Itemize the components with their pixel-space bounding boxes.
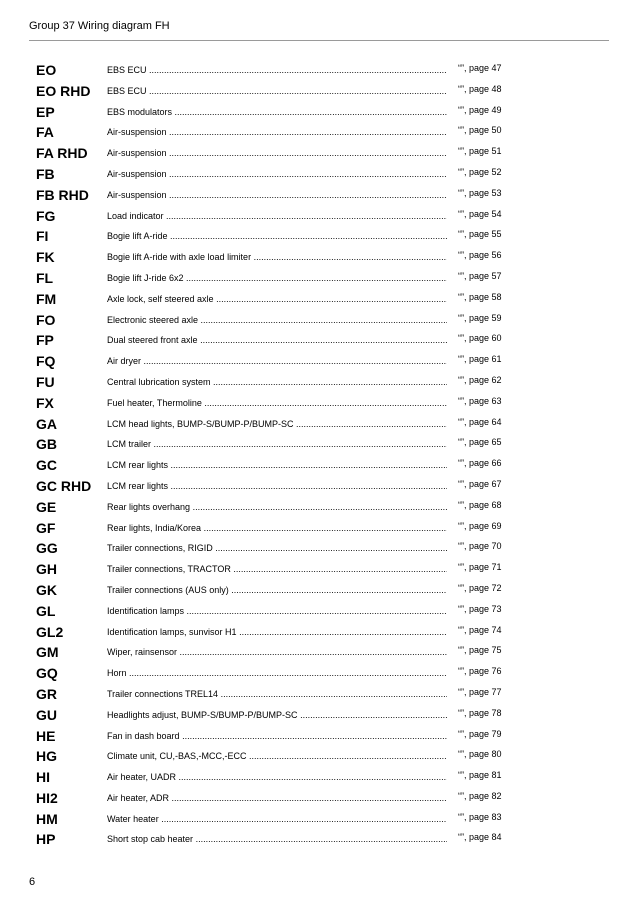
page-reference: “”, page 74: [458, 624, 502, 635]
diagram-description: Headlights adjust, BUMP-S/BUMP-P/BUMP-SC .....: [107, 710, 447, 720]
page-reference: “”, page 51: [458, 146, 502, 157]
page-reference: “”, page 80: [458, 749, 502, 760]
list-item: [0, 727, 638, 748]
diagram-description: Trailer connections, RIGID .....: [107, 543, 447, 553]
diagram-description: LCM rear lights .....: [107, 481, 447, 491]
page-reference: “”, page 48: [458, 83, 502, 94]
diagram-code: FK: [36, 249, 55, 266]
diagram-code: FB RHD: [36, 186, 89, 203]
page-reference: “”, page 83: [458, 811, 502, 822]
list-item: [0, 415, 638, 436]
list-item: [0, 810, 638, 831]
diagram-code: GM: [36, 644, 59, 661]
diagram-description: EBS modulators .....: [107, 107, 447, 117]
diagram-code: FO: [36, 311, 56, 328]
diagram-code: GL2: [36, 623, 64, 640]
list-item: [0, 311, 638, 332]
diagram-code: EO RHD: [36, 82, 91, 99]
page-reference: “”, page 77: [458, 686, 502, 697]
diagram-code: GL: [36, 602, 56, 619]
list-item: [0, 331, 638, 352]
diagram-description: Air-suspension .....: [107, 169, 447, 179]
list-item: [0, 747, 638, 768]
page-reference: “”, page 52: [458, 166, 502, 177]
diagram-code: FB: [36, 165, 55, 182]
diagram-code: HE: [36, 727, 56, 744]
list-item: [0, 269, 638, 290]
diagram-index-list: [0, 61, 638, 851]
diagram-code: GB: [36, 436, 57, 453]
diagram-code: GC RHD: [36, 477, 92, 494]
diagram-code: FA RHD: [36, 145, 88, 162]
diagram-code: FM: [36, 290, 57, 307]
diagram-description: Fan in dash board .....: [107, 731, 447, 741]
page-reference: “”, page 64: [458, 416, 502, 427]
diagram-description: Electronic steered axle .....: [107, 315, 447, 325]
diagram-code: FG: [36, 207, 56, 224]
page-reference: “”, page 53: [458, 187, 502, 198]
diagram-code: GQ: [36, 665, 58, 682]
diagram-description: Rear lights, India/Korea .....: [107, 523, 447, 533]
diagram-description: Air heater, UADR .....: [107, 772, 447, 782]
page-reference: “”, page 54: [458, 208, 502, 219]
list-item: [0, 830, 638, 851]
diagram-description: Axle lock, self steered axle .....: [107, 294, 447, 304]
list-item: [0, 706, 638, 727]
diagram-description: LCM head lights, BUMP-S/BUMP-P/BUMP-SC .....: [107, 419, 447, 429]
diagram-code: FP: [36, 332, 54, 349]
diagram-description: Trailer connections (AUS only) .....: [107, 585, 447, 595]
page-reference: “”, page 67: [458, 478, 502, 489]
diagram-description: Central lubrication system .....: [107, 377, 447, 387]
page-reference: “”, page 57: [458, 270, 502, 281]
page-reference: “”, page 55: [458, 229, 502, 240]
diagram-code: GU: [36, 706, 57, 723]
list-item: [0, 103, 638, 124]
page-reference: “”, page 50: [458, 125, 502, 136]
diagram-code: FU: [36, 373, 55, 390]
diagram-description: EBS ECU .....: [107, 86, 447, 96]
page-reference: “”, page 72: [458, 582, 502, 593]
diagram-description: Air dryer .....: [107, 356, 447, 366]
diagram-description: Identification lamps, sunvisor H1 .....: [107, 627, 447, 637]
diagram-description: Air heater, ADR .....: [107, 793, 447, 803]
diagram-code: HI: [36, 769, 50, 786]
list-item: [0, 207, 638, 228]
page-reference: “”, page 68: [458, 499, 502, 510]
list-item: [0, 685, 638, 706]
page-reference: “”, page 65: [458, 437, 502, 448]
diagram-code: FX: [36, 394, 54, 411]
diagram-code: FA: [36, 124, 54, 141]
page-reference: “”, page 82: [458, 790, 502, 801]
page-number: 6: [29, 876, 36, 888]
list-item: [0, 623, 638, 644]
diagram-description: Climate unit, CU,-BAS,-MCC,-ECC .....: [107, 751, 447, 761]
list-item: [0, 61, 638, 82]
list-item: [0, 82, 638, 103]
list-item: [0, 227, 638, 248]
diagram-code: GF: [36, 519, 56, 536]
list-item: [0, 352, 638, 373]
page-reference: “”, page 73: [458, 603, 502, 614]
diagram-description: Fuel heater, Thermoline .....: [107, 398, 447, 408]
diagram-description: Trailer connections TREL14 .....: [107, 689, 447, 699]
diagram-description: Rear lights overhang .....: [107, 502, 447, 512]
page-reference: “”, page 66: [458, 458, 502, 469]
list-item: [0, 477, 638, 498]
list-item: [0, 560, 638, 581]
diagram-description: Identification lamps .....: [107, 606, 447, 616]
diagram-description: Air-suspension .....: [107, 190, 447, 200]
page-reference: “”, page 84: [458, 832, 502, 843]
diagram-code: HG: [36, 748, 57, 765]
page-reference: “”, page 81: [458, 770, 502, 781]
diagram-code: GK: [36, 581, 57, 598]
diagram-description: LCM rear lights .....: [107, 460, 447, 470]
page-reference: “”, page 79: [458, 728, 502, 739]
list-item: [0, 248, 638, 269]
diagram-description: Air-suspension .....: [107, 127, 447, 137]
diagram-code: HP: [36, 831, 56, 848]
page-reference: “”, page 61: [458, 354, 502, 365]
page-reference: “”, page 69: [458, 520, 502, 531]
list-item: [0, 498, 638, 519]
list-item: [0, 435, 638, 456]
list-item: [0, 290, 638, 311]
diagram-description: Wiper, rainsensor .....: [107, 647, 447, 657]
diagram-code: GE: [36, 498, 57, 515]
list-item: [0, 394, 638, 415]
page-header-title: Group 37 Wiring diagram FH: [29, 20, 170, 32]
list-item: [0, 539, 638, 560]
diagram-description: Bogie lift J-ride 6x2 .....: [107, 273, 447, 283]
page-reference: “”, page 70: [458, 541, 502, 552]
list-item: [0, 581, 638, 602]
diagram-description: Short stop cab heater .....: [107, 834, 447, 844]
page-reference: “”, page 62: [458, 374, 502, 385]
diagram-code: FI: [36, 228, 49, 245]
page-reference: “”, page 60: [458, 333, 502, 344]
page-reference: “”, page 76: [458, 666, 502, 677]
header-divider: [29, 40, 609, 41]
diagram-code: GG: [36, 540, 58, 557]
diagram-description: Bogie lift A-ride .....: [107, 231, 447, 241]
diagram-code: EO: [36, 62, 57, 78]
diagram-description: Dual steered front axle .....: [107, 335, 447, 345]
page-reference: “”, page 59: [458, 312, 502, 323]
diagram-description: Horn .....: [107, 668, 447, 678]
diagram-code: FL: [36, 269, 54, 286]
page-reference: “”, page 71: [458, 562, 502, 573]
diagram-code: GR: [36, 685, 57, 702]
diagram-code: GC: [36, 457, 57, 474]
diagram-code: GH: [36, 561, 57, 578]
page-reference: “”, page 78: [458, 707, 502, 718]
list-item: [0, 602, 638, 623]
diagram-description: Trailer connections, TRACTOR .....: [107, 564, 447, 574]
diagram-code: HI2: [36, 789, 58, 806]
diagram-description: Water heater .....: [107, 814, 447, 824]
list-item: [0, 144, 638, 165]
page-reference: “”, page 47: [458, 63, 502, 73]
page-reference: “”, page 63: [458, 395, 502, 406]
list-item: [0, 664, 638, 685]
page-reference: “”, page 49: [458, 104, 502, 115]
list-item: [0, 373, 638, 394]
list-item: [0, 789, 638, 810]
list-item: [0, 186, 638, 207]
diagram-code: FQ: [36, 353, 56, 370]
diagram-description: Air-suspension .....: [107, 148, 447, 158]
list-item: [0, 768, 638, 789]
list-item: [0, 165, 638, 186]
diagram-code: EP: [36, 103, 55, 120]
list-item: [0, 519, 638, 540]
list-item: [0, 456, 638, 477]
page-reference: “”, page 58: [458, 291, 502, 302]
list-item: [0, 643, 638, 664]
diagram-description: LCM trailer .....: [107, 439, 447, 449]
page-reference: “”, page 56: [458, 250, 502, 261]
diagram-description: Bogie lift A-ride with axle load limiter .....: [107, 252, 447, 262]
diagram-code: HM: [36, 810, 58, 827]
diagram-description: EBS ECU .....: [107, 65, 447, 75]
diagram-description: Load indicator .....: [107, 211, 447, 221]
diagram-code: GA: [36, 415, 57, 432]
page-reference: “”, page 75: [458, 645, 502, 656]
list-item: [0, 123, 638, 144]
